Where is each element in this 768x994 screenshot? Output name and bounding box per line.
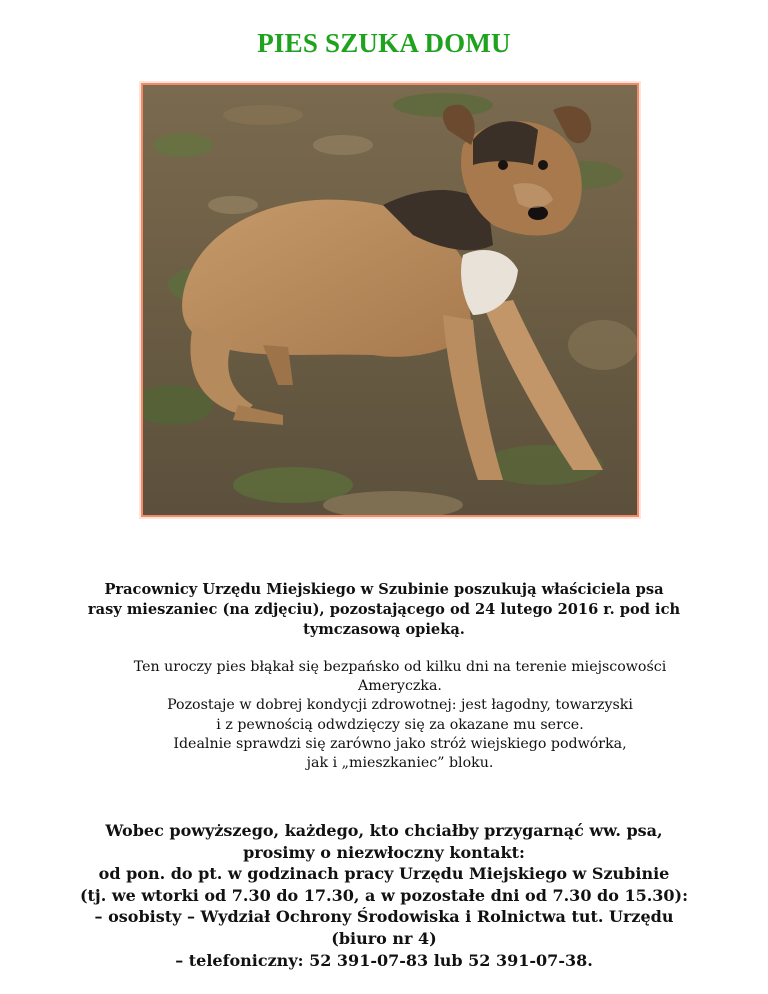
contact-line: – telefoniczny: 52 391-07-83 lub 52 391-07-38. <box>175 950 593 970</box>
intro-line: rasy mieszaniec (na zdjęciu), pozostającego od 24 lutego 2016 r. pod ich <box>87 601 681 618</box>
contact-line: (biuro nr 4) <box>331 928 437 948</box>
description-line: Pozostaje w dobrej kondycji zdrowotnej: jest łagodny, towarzyski <box>167 697 633 714</box>
contact-line: od pon. do pt. w godzinach pracy Urzędu Miejskiego w Szubinie <box>98 864 670 884</box>
intro-line: tymczasową opieką. <box>303 621 465 638</box>
description-line: i z pewnością odwdzięczy się za okazane mu serce. <box>216 716 584 733</box>
dog-photo <box>141 83 639 517</box>
description-line: Ameryczka. <box>358 678 442 695</box>
dog-photo-image <box>143 85 637 515</box>
contact-text <box>40 820 728 971</box>
contact-line: (tj. we wtorki od 7.30 do 17.30, a w pozostałe dni od 7.30 do 15.30): <box>79 885 689 905</box>
intro-line: Pracownicy Urzędu Miejskiego w Szubinie poszukują właściciela psa <box>104 581 664 598</box>
description-line: Ten uroczy pies błąkał się bezpańsko od kilku dni na terenie miejscowości <box>133 659 667 675</box>
intro-text <box>60 580 708 640</box>
description-line: jak i „mieszkaniec” bloku. <box>306 755 494 772</box>
description-line: Idealnie sprawdzi się zarówno jako stróż wiejskiego podwórka, <box>173 735 627 752</box>
page-title: PIES SZUKA DOMU <box>257 28 511 58</box>
description-text <box>90 658 710 773</box>
contact-line: – osobisty – Wydział Ochrony Środowiska i Rolnictwa tut. Urzędu <box>94 907 674 927</box>
contact-line: Wobec powyższego, każdego, kto chciałby przygarnąć ww. psa, <box>105 821 663 840</box>
contact-line: prosimy o niezwłoczny kontakt: <box>243 842 525 862</box>
